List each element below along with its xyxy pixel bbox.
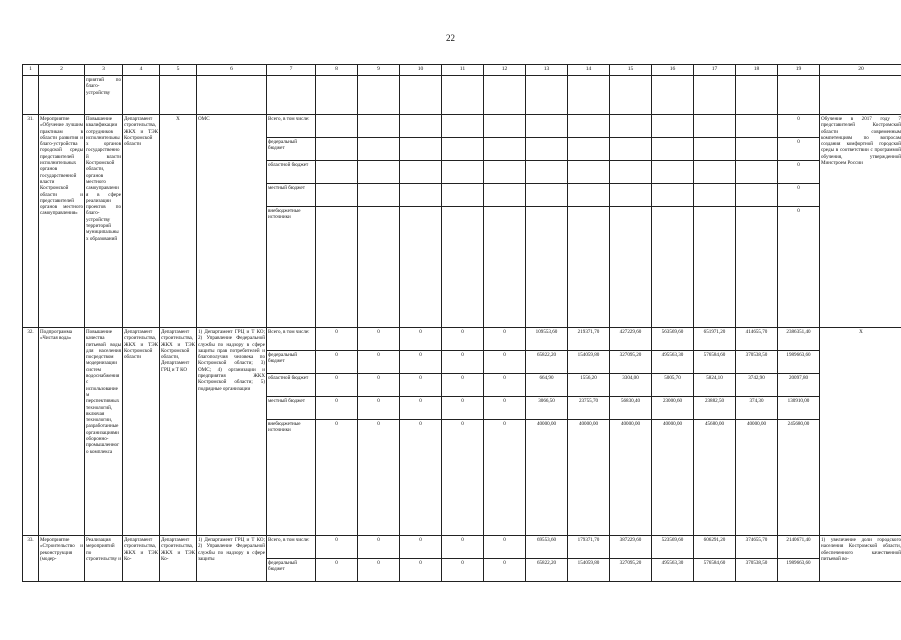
funding-value-col13: 3066,50 xyxy=(526,397,568,420)
co-executor: Х xyxy=(160,115,197,328)
funding-value-col13 xyxy=(526,207,568,328)
co-executor: Департамент строительства, ЖКХ и ТЭК Ко- xyxy=(160,536,197,582)
funding-value-col9: 0 xyxy=(358,374,400,397)
funding-value-col12: 0 xyxy=(484,328,526,351)
activity-name: Подпрограмма «Чистая вода» xyxy=(39,328,85,536)
row-number: 32. xyxy=(23,328,39,536)
column-header-20: 20 xyxy=(820,65,901,76)
funding-value-col16: 495563,30 xyxy=(652,351,694,374)
funding-value-col12 xyxy=(484,138,526,161)
row-number: 33. xyxy=(23,536,39,582)
funding-value-col19: 130910,00 xyxy=(778,397,820,420)
funding-value-col13: 109553,60 xyxy=(526,328,568,351)
funding-value-col11: 0 xyxy=(442,328,484,351)
column-header-3: 3 xyxy=(85,65,123,76)
funding-value-col13: 40000,00 xyxy=(526,420,568,536)
funding-value-col8: 0 xyxy=(316,328,358,351)
cell-continued-text: приятий по благо-устройству xyxy=(85,76,123,115)
funding-value-col13: 65822,20 xyxy=(526,351,568,374)
funding-value-col13 xyxy=(526,161,568,184)
row-number: 31. xyxy=(23,115,39,328)
funding-value-col19: 1989663,60 xyxy=(778,559,820,582)
activity-goal: Реализация мероприятий по строительству и xyxy=(85,536,123,582)
funding-value-col15: 3304,00 xyxy=(610,374,652,397)
responsible-executor: Департамент строительства, ЖКХ и ТЭК Костромской области xyxy=(123,115,160,328)
funding-value-col14: 179371,70 xyxy=(568,536,610,559)
column-header-1: 1 xyxy=(23,65,39,76)
funding-value-col18: 40000,00 xyxy=(736,420,778,536)
expected-result: Обучение в 2017 году 7 представителей Костромской области современным компетенциям по вопросам создания комфортной городской среды в соответствии с программой обучения, утвержденной Минстроем России xyxy=(820,115,901,328)
funding-value-col11 xyxy=(442,115,484,138)
funding-value-col14: 1556,20 xyxy=(568,374,610,397)
funding-value-col18: 370538,50 xyxy=(736,559,778,582)
funding-value-col12 xyxy=(484,207,526,328)
funding-value-col8: 0 xyxy=(316,559,358,582)
funding-source: внебюджетные источники xyxy=(267,420,316,536)
funding-value-col10: 0 xyxy=(400,397,442,420)
funding-value-col10: 0 xyxy=(400,351,442,374)
funding-value-col9: 0 xyxy=(358,420,400,536)
funding-value-col17: 576584,60 xyxy=(694,351,736,374)
funding-value-col9 xyxy=(358,161,400,184)
funding-value-col11 xyxy=(442,138,484,161)
funding-value-col16 xyxy=(652,207,694,328)
funding-value-col16: 5005,70 xyxy=(652,374,694,397)
funding-value-col10: 0 xyxy=(400,374,442,397)
funding-value-col13 xyxy=(526,184,568,207)
table-row xyxy=(23,115,901,138)
funding-value-col8 xyxy=(316,138,358,161)
funding-source: федеральный бюджет xyxy=(267,351,316,374)
funding-value-col12: 0 xyxy=(484,420,526,536)
funding-value-col18 xyxy=(736,138,778,161)
funding-value-col16: 563569,60 xyxy=(652,328,694,351)
funding-value-col17 xyxy=(694,184,736,207)
funding-value-col11: 0 xyxy=(442,351,484,374)
funding-value-col10 xyxy=(400,138,442,161)
funding-value-col15 xyxy=(610,184,652,207)
funding-value-col8 xyxy=(316,184,358,207)
funding-value-col11 xyxy=(442,161,484,184)
funding-value-col15 xyxy=(610,161,652,184)
column-header-12: 12 xyxy=(484,65,526,76)
funding-value-col14: 40000,00 xyxy=(568,420,610,536)
column-header-7: 7 xyxy=(267,65,316,76)
activity-goal: Повышение квалификации сотрудников исполнительных органов государственной власти Костромской области, органов местного самоуправления в сфере реализации проектов по благо-устройству территорий муниципальных образований xyxy=(85,115,123,328)
funding-value-col15 xyxy=(610,115,652,138)
funding-value-col14 xyxy=(568,184,610,207)
funding-value-col13: 69553,60 xyxy=(526,536,568,559)
funding-value-col11: 0 xyxy=(442,536,484,559)
responsible-executor: Департамент строительства, ЖКХ и ТЭК Ко- xyxy=(123,536,160,582)
funding-total: 0 xyxy=(778,161,820,184)
funding-value-col16 xyxy=(652,138,694,161)
funding-value-col12: 0 xyxy=(484,397,526,420)
column-header-6: 6 xyxy=(197,65,267,76)
funding-value-col12 xyxy=(484,115,526,138)
column-header-13: 13 xyxy=(526,65,568,76)
expected-result: Х xyxy=(820,328,901,536)
funding-value-col8 xyxy=(316,161,358,184)
co-executor: Департамент строительства, ЖКХ и ТЭК Костромской области, Департамент ГРЦ и Т КО xyxy=(160,328,197,536)
funding-value-col15: 327095,20 xyxy=(610,559,652,582)
column-header-10: 10 xyxy=(400,65,442,76)
funding-value-col8: 0 xyxy=(316,374,358,397)
funding-source: федеральный бюджет xyxy=(267,559,316,582)
funding-value-col9: 0 xyxy=(358,559,400,582)
funding-value-col15 xyxy=(610,207,652,328)
funding-value-col12: 0 xyxy=(484,559,526,582)
funding-value-col17 xyxy=(694,207,736,328)
activity-name: Мероприятие «Обучение лучшим практикам в области развития и благо-устройства городской среды представителей исполнительных органов государственной власти Костромской области и представителей органов местного самоуправления» xyxy=(39,115,85,328)
funding-value-col9 xyxy=(358,184,400,207)
funding-value-col18 xyxy=(736,207,778,328)
column-header-5: 5 xyxy=(160,65,197,76)
funding-value-col16 xyxy=(652,161,694,184)
funding-value-col19: 2140671,40 xyxy=(778,536,820,559)
funding-value-col17: 606291,20 xyxy=(694,536,736,559)
funding-value-col14: 23755,70 xyxy=(568,397,610,420)
funding-value-col16: 523569,60 xyxy=(652,536,694,559)
funding-value-col14: 154059,80 xyxy=(568,351,610,374)
funding-value-col16: 40000,00 xyxy=(652,420,694,536)
funding-source: Всего, в том числе: xyxy=(267,328,316,351)
funding-value-col14 xyxy=(568,115,610,138)
funding-value-col8: 0 xyxy=(316,536,358,559)
funding-value-col14: 219371,70 xyxy=(568,328,610,351)
funding-value-col18 xyxy=(736,115,778,138)
funding-value-col10: 0 xyxy=(400,328,442,351)
funding-value-col8: 0 xyxy=(316,420,358,536)
funding-value-col11: 0 xyxy=(442,420,484,536)
column-header-9: 9 xyxy=(358,65,400,76)
funding-value-col12: 0 xyxy=(484,536,526,559)
funding-value-col15: 427229,60 xyxy=(610,328,652,351)
participants: 1) Департамент ГРЦ и Т КО; 2) Управление Федеральной службы по надзору в сфере защиты прав потребителей и благополучия человека по Костромской области; 3) ОМС; 4) организации и предприятия ЖКХ Костромской области; 5) подрядные организации xyxy=(197,328,267,536)
column-header-16: 16 xyxy=(652,65,694,76)
funding-total: 0 xyxy=(778,115,820,138)
funding-value-col10 xyxy=(400,207,442,328)
funding-value-col11 xyxy=(442,184,484,207)
funding-value-col9: 0 xyxy=(358,397,400,420)
column-header-15: 15 xyxy=(610,65,652,76)
funding-value-col12: 0 xyxy=(484,374,526,397)
funding-value-col9 xyxy=(358,207,400,328)
funding-value-col14 xyxy=(568,161,610,184)
funding-value-col16 xyxy=(652,115,694,138)
funding-source: Всего, в том числе: xyxy=(267,536,316,559)
funding-total: 0 xyxy=(778,184,820,207)
funding-value-col11: 0 xyxy=(442,559,484,582)
funding-source: Всего, в том числе: xyxy=(267,115,316,138)
funding-value-col10 xyxy=(400,115,442,138)
funding-value-col12 xyxy=(484,161,526,184)
funding-value-col8 xyxy=(316,207,358,328)
funding-value-col17: 576584,60 xyxy=(694,559,736,582)
funding-value-col15: 56830,40 xyxy=(610,397,652,420)
column-header-2: 2 xyxy=(39,65,85,76)
funding-value-col15: 40000,00 xyxy=(610,420,652,536)
table-row xyxy=(23,76,901,115)
funding-value-col11 xyxy=(442,207,484,328)
funding-value-col9: 0 xyxy=(358,328,400,351)
funding-value-col12: 0 xyxy=(484,351,526,374)
header-row xyxy=(23,65,901,76)
funding-value-col19: 2386351,40 xyxy=(778,328,820,351)
responsible-executor: Департамент строительства, ЖКХ и ТЭК Костромской области xyxy=(123,328,160,536)
participants: 1) Департамент ГРЦ и Т КО; 2) Управление Федеральной службы по надзору в сфере защиты xyxy=(197,536,267,582)
program-table xyxy=(22,64,901,582)
funding-value-col19: 1989663,60 xyxy=(778,351,820,374)
column-header-8: 8 xyxy=(316,65,358,76)
funding-value-col17: 651971,20 xyxy=(694,328,736,351)
funding-value-col18: 414655,70 xyxy=(736,328,778,351)
funding-total: 0 xyxy=(778,207,820,328)
funding-value-col14 xyxy=(568,207,610,328)
funding-value-col9 xyxy=(358,138,400,161)
funding-value-col17 xyxy=(694,161,736,184)
table-row xyxy=(23,328,901,351)
funding-value-col13: 664,90 xyxy=(526,374,568,397)
funding-total: 0 xyxy=(778,138,820,161)
funding-value-col17: 23882,50 xyxy=(694,397,736,420)
funding-value-col8: 0 xyxy=(316,351,358,374)
funding-value-col9 xyxy=(358,115,400,138)
funding-value-col18 xyxy=(736,161,778,184)
page-number: 22 xyxy=(446,33,455,43)
funding-value-col11: 0 xyxy=(442,397,484,420)
funding-value-col8 xyxy=(316,115,358,138)
funding-value-col17: 5824,10 xyxy=(694,374,736,397)
funding-value-col16: 495563,30 xyxy=(652,559,694,582)
funding-value-col14 xyxy=(568,138,610,161)
funding-value-col18: 374655,70 xyxy=(736,536,778,559)
funding-value-col19: 245680,00 xyxy=(778,420,820,536)
column-header-19: 19 xyxy=(778,65,820,76)
funding-source: областной бюджет xyxy=(267,161,316,184)
funding-value-col18: 374,30 xyxy=(736,397,778,420)
funding-value-col9: 0 xyxy=(358,351,400,374)
funding-value-col17: 45680,00 xyxy=(694,420,736,536)
funding-value-col12 xyxy=(484,184,526,207)
funding-value-col18: 370538,50 xyxy=(736,351,778,374)
funding-value-col17 xyxy=(694,138,736,161)
funding-value-col16: 23000,60 xyxy=(652,397,694,420)
funding-value-col19: 20097,80 xyxy=(778,374,820,397)
activity-goal: Повышение качества питьевой воды для населения посредством модернизации систем водоснабжения с использованием перспективных технологий, включая технологии, разработанные организациями оборонно-промышленного комплекса xyxy=(85,328,123,536)
funding-value-col16 xyxy=(652,184,694,207)
funding-source: местный бюджет xyxy=(267,184,316,207)
funding-value-col17 xyxy=(694,115,736,138)
funding-value-col18: 3742,90 xyxy=(736,374,778,397)
activity-name: Мероприятие «Строительство и реконструкция (модер- xyxy=(39,536,85,582)
funding-value-col15: 327095,20 xyxy=(610,351,652,374)
funding-value-col15: 387229,60 xyxy=(610,536,652,559)
funding-value-col10 xyxy=(400,184,442,207)
funding-source: федеральный бюджет xyxy=(267,138,316,161)
column-header-17: 17 xyxy=(694,65,736,76)
funding-value-col13 xyxy=(526,138,568,161)
funding-value-col15 xyxy=(610,138,652,161)
table-row xyxy=(23,536,901,559)
funding-source: местный бюджет xyxy=(267,397,316,420)
funding-value-col8: 0 xyxy=(316,397,358,420)
column-header-18: 18 xyxy=(736,65,778,76)
funding-value-col18 xyxy=(736,184,778,207)
funding-value-col9: 0 xyxy=(358,536,400,559)
column-header-11: 11 xyxy=(442,65,484,76)
funding-value-col10: 0 xyxy=(400,559,442,582)
funding-value-col11: 0 xyxy=(442,374,484,397)
participants: ОМС xyxy=(197,115,267,328)
funding-value-col10: 0 xyxy=(400,420,442,536)
funding-value-col10 xyxy=(400,161,442,184)
funding-value-col13 xyxy=(526,115,568,138)
column-header-14: 14 xyxy=(568,65,610,76)
funding-source: внебюджетные источники xyxy=(267,207,316,328)
funding-value-col14: 154059,80 xyxy=(568,559,610,582)
funding-value-col13: 65822,20 xyxy=(526,559,568,582)
funding-value-col10: 0 xyxy=(400,536,442,559)
funding-source: областной бюджет xyxy=(267,374,316,397)
expected-result: 1) увеличение доли городского населения Костромской области, обеспеченного качественной питьевой во- xyxy=(820,536,901,582)
column-header-4: 4 xyxy=(123,65,160,76)
